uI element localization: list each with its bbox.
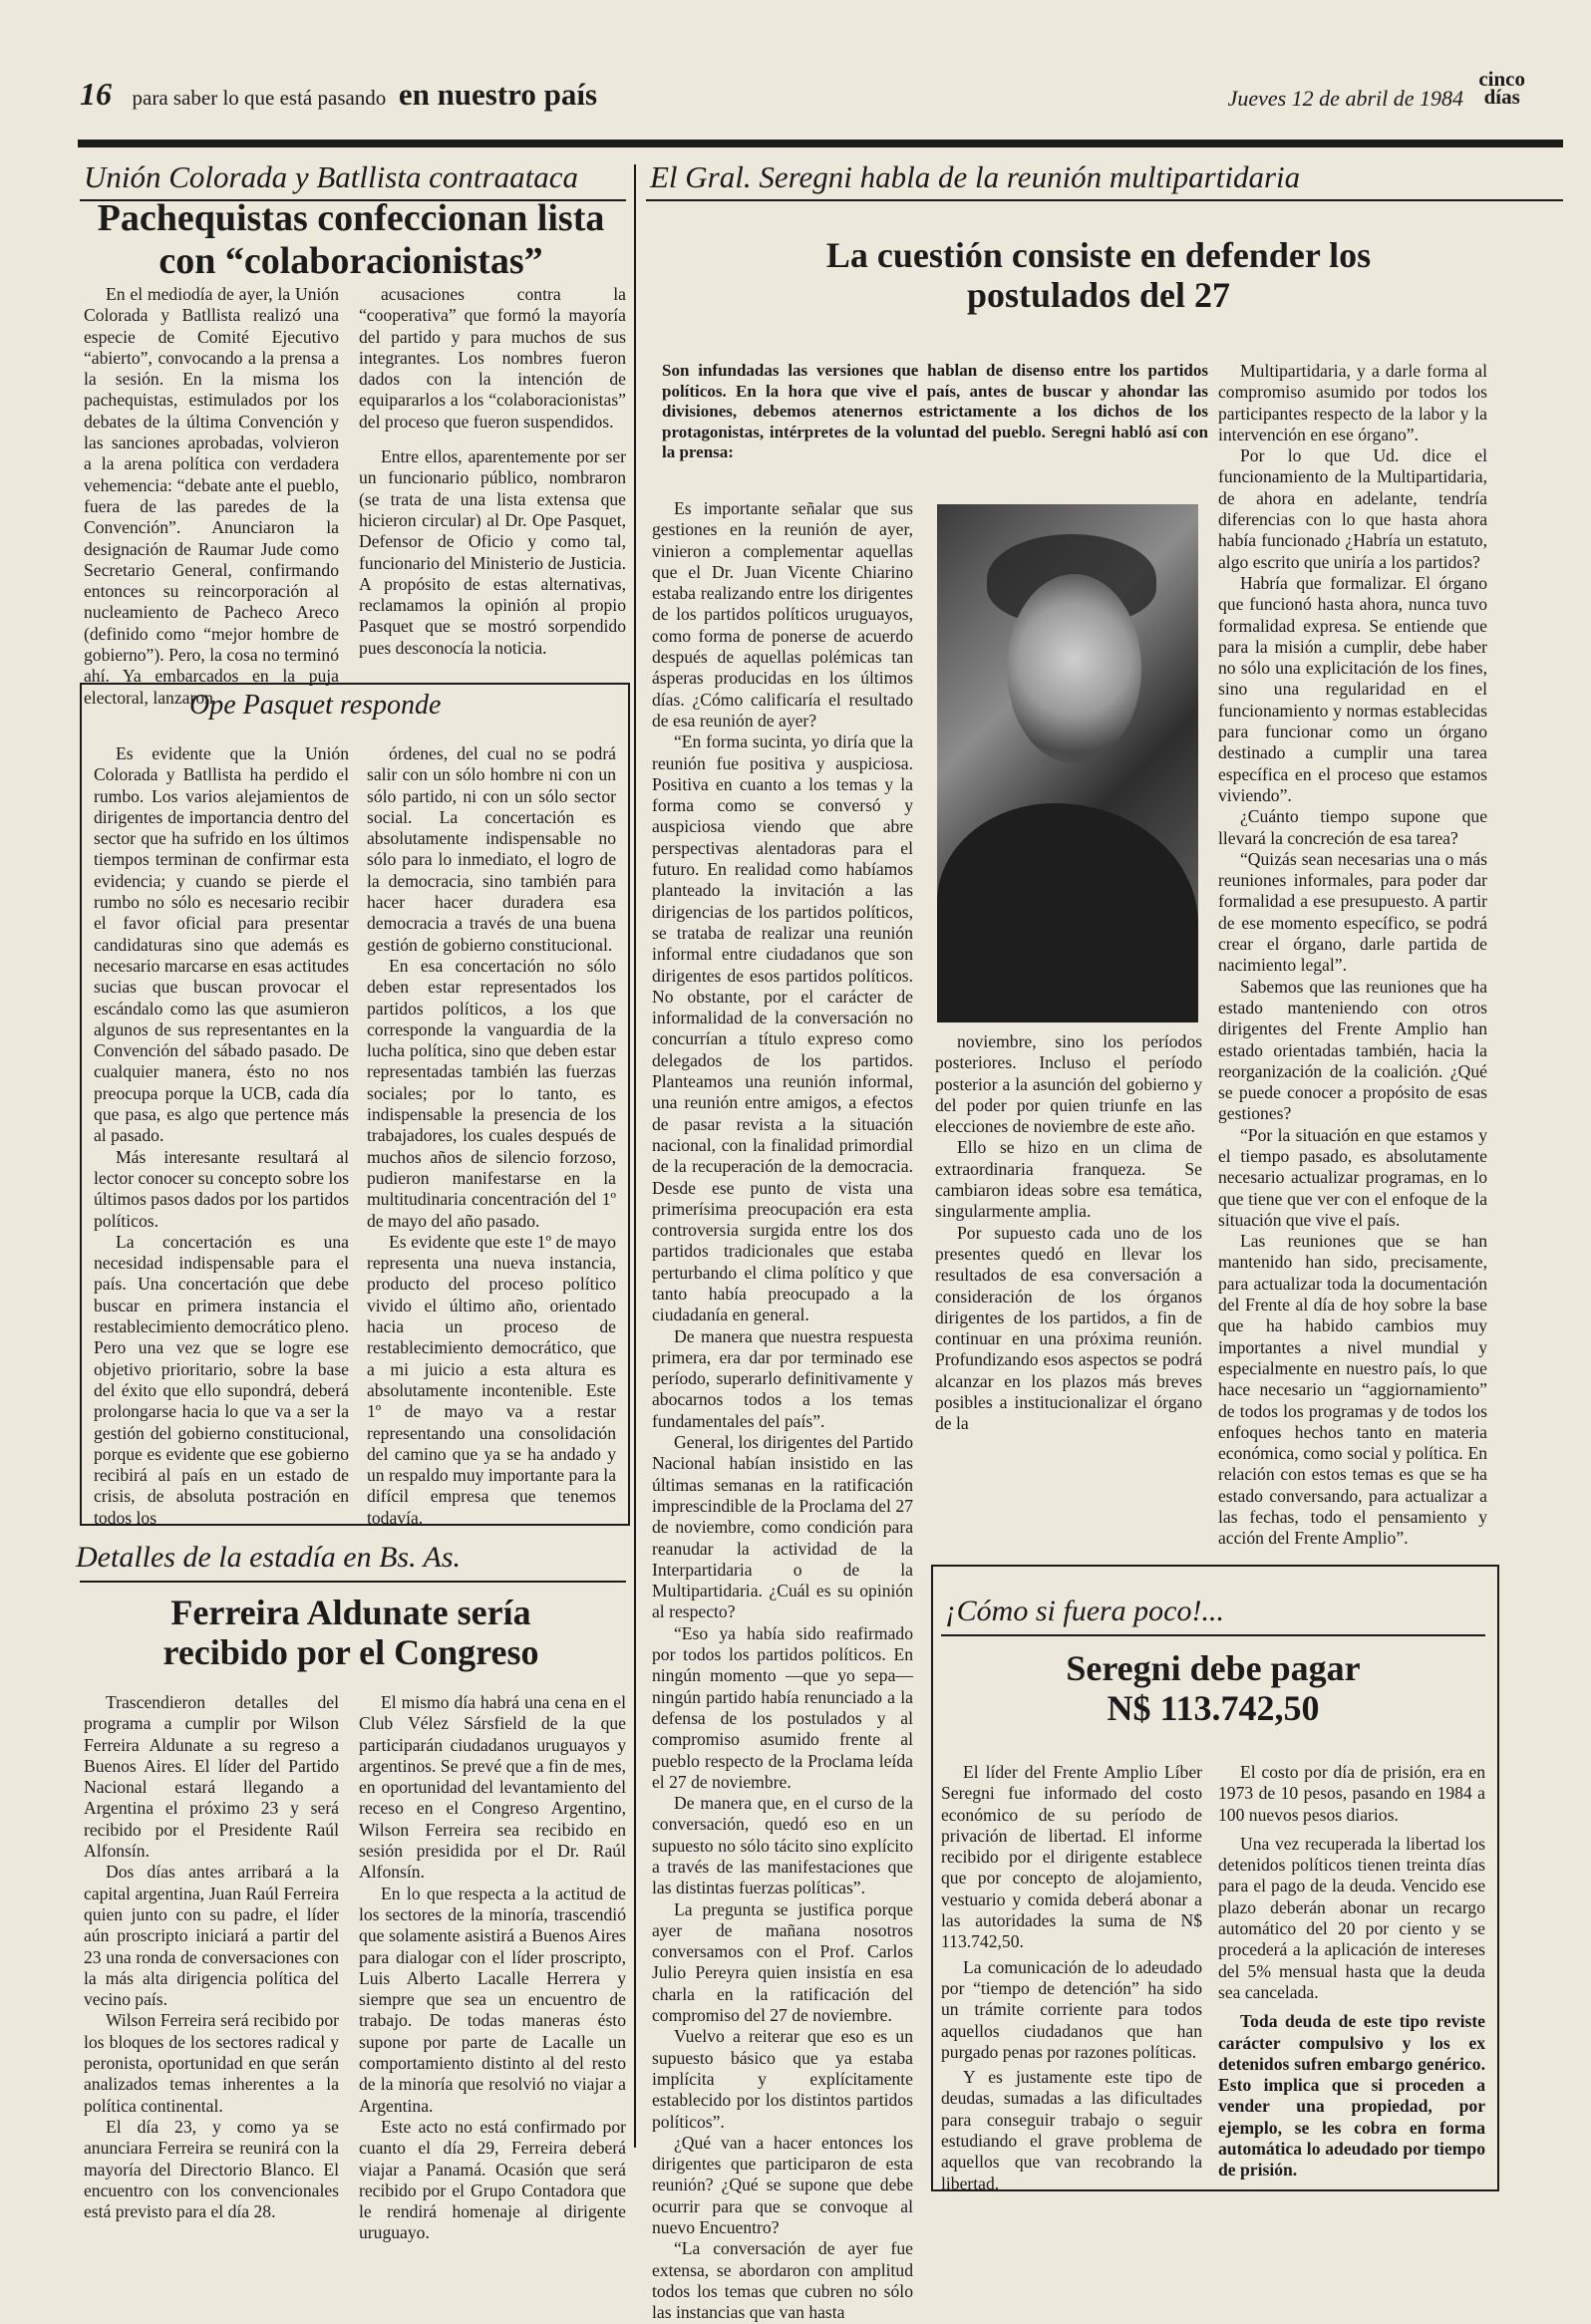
kicker-rule bbox=[80, 1581, 626, 1583]
article-column bbox=[94, 743, 349, 1528]
headline-line: La cuestión consiste en defender los bbox=[825, 235, 1372, 275]
headline-line: Ferreira Aldunate sería bbox=[170, 1593, 531, 1632]
paragraph: órdenes, del cual no se podrá salir con un sólo hombre ni con un sólo partido, ni con un sólo sector social. La concertación es absolutamente indispensable no sólo para lo inmediato, el logro de la democracia, sino también para hacer hacer duradera esa democracia a través de una buena gestión de gobierno constitucional. bbox=[367, 743, 616, 955]
headline-line: Seregni debe pagar bbox=[1066, 1648, 1361, 1688]
article-column bbox=[367, 743, 616, 1528]
header-tagline: para saber lo que está pasando bbox=[132, 86, 387, 110]
paragraph: Vuelvo a reiterar que eso es un supuesto básico que ya estaba implícita y explícitamente establecido por los distintos partidos políticos”. bbox=[652, 2026, 913, 2132]
paragraph: En el mediodía de ayer, la Unión Colorada y Batllista realizó una especie de Comité Ejecutivo “abierto”, convocando a la prensa a la sesión. En la misma los pachequistas, estimulados por los debates de la última Convención y las sanciones aprobadas, volvieron a la arena política con verdadera vehemencia: “debate ante el pueblo, fuera de las paredes de la Convención”. Anunciaron la designación de Raumar Jude como Secretario General, confirmando entonces su reincorporación al nucleamiento de Pacheco Areco (definido como “mejor hombre de gobierno”). Pero, la cosa no terminó ahí. Ya embarcados en la puja electoral, lanzaron bbox=[84, 284, 339, 708]
column-divider bbox=[634, 164, 636, 2148]
section-name: en nuestro país bbox=[398, 77, 598, 112]
paragraph: Este acto no está confirmado por cuanto el día 29, Ferreira deberá viajar a Panamá. Ocasión que será recibido por el Grupo Contadora que le rendirá homenaje al dirigente uruguayo. bbox=[359, 2116, 626, 2243]
header-rule bbox=[78, 140, 1563, 147]
article-column bbox=[652, 498, 913, 2323]
paragraph: En esa concertación no sólo deben estar representados los partidos políticos, a los que corresponde la vanguardia de la lucha política, sino que deben estar representadas también las fuerzas sociales; por lo tanto, es indispensable la presencia de los trabajadores, los cuales después de muchos años de silencio forzoso, pudieron manifestarse en la multitudinaria concentración del 1º de mayo del año pasado. bbox=[367, 955, 616, 1231]
logo-top-word: cinco bbox=[1478, 67, 1525, 91]
paragraph: ¿Cuánto tiempo supone que llevará la concreción de esa tarea? bbox=[1218, 806, 1487, 848]
paragraph: La concertación es una necesidad indispensable para el país. Una concertación que debe buscar en primera instancia el restablecimiento democrático pleno. Pero una vez que se logre ese objetivo prioritario, sobre la base del éxito que ello supondrá, deberá prolongarse hacia lo que va a ser la gestión del gobierno constitucional, porque es evidente que ese gobierno recibirá al país en un estado de crisis, de absoluta postración en todos los bbox=[94, 1231, 349, 1528]
newspaper-logo bbox=[1478, 67, 1525, 109]
box-title: Ope Pasquet responde bbox=[189, 690, 442, 721]
box-headline bbox=[941, 1648, 1485, 1729]
article-column bbox=[84, 1692, 339, 2222]
paragraph: Es evidente que la Unión Colorada y Batllista ha perdido el rumbo. Los varios alejamientos de dirigentes de importancia dentro del sector que ha sufrido en los últimos tiempos terminan de confirmar esta evidencia; y cuando se pierde el rumbo no sólo es necesario recibir el favor oficial para presentar candidaturas sino que además es necesario marcarse en esas actitudes sucias que buscan provocar el escándalo como las que asumieron algunos de sus representantes en la Convención del sábado pasado. De cualquier manera, ésto no nos preocupa porque la UCB, cada día que pasa, es algo que pertence más al pasado. bbox=[94, 743, 349, 1146]
paragraph: La pregunta se justifica porque ayer de mañana nosotros conversamos con el Prof. Carlos Julio Pereyra quien insistía en esa charla en la ratificación del compromiso del 27 de noviembre. bbox=[652, 1898, 913, 2026]
paragraph: El costo por día de prisión, era en 1973 de 10 pesos, pasando en 1984 a 100 nuevos pesos diarios. bbox=[1218, 1762, 1485, 1825]
paragraph: ¿Qué van a hacer entonces los dirigentes que participaron de esta reunión? ¿Qué se supone que debe ocurrir para que se convoque al nuevo Encuentro? bbox=[652, 2132, 913, 2238]
paragraph: De manera que, en el curso de la conversación, quedó eso en un supuesto no sólo tácito sino explícito a través de las manifestaciones que las distintas fuerzas políticas”. bbox=[652, 1793, 913, 1898]
article-kicker: Detalles de la estadía en Bs. As. bbox=[76, 1541, 462, 1574]
paragraph: Por lo que Ud. dice el funcionamiento de la Multipartidaria, de ahora en adelante, tendría diferencias con lo que hasta ahora había funcionado ¿Habría un estatuto, algo escrito que uniría a los partidos? bbox=[1218, 445, 1487, 572]
article-column bbox=[935, 1031, 1202, 1434]
kicker-rule bbox=[941, 1634, 1485, 1636]
paragraph: Las reuniones que se han mantenido han sido, precisamente, para actualizar toda la documentación del Frente al día de hoy sobre la base que ha habido cambios muy importantes a nivel mundial y especialmente en nuestro país, lo que hace necesario un “aggiornamiento” de todos los programas y de todos los enfoques hechos tanto en materia económica, como social y política. En relación con estos temas es que se ha estado conversando, para actualizar a las fechas, todo el pensamiento y acción del Frente Amplio”. bbox=[1218, 1231, 1487, 1549]
article-headline bbox=[76, 1593, 626, 1673]
headline-line: con “colaboracionistas” bbox=[159, 239, 543, 282]
article-kicker: El Gral. Seregni habla de la reunión multipartidaria bbox=[650, 159, 1301, 194]
paragraph: De manera que nuestra respuesta primera, era dar por terminado ese período, superarlo definitivamente y abocarnos todos a los temas fundamentales del país”. bbox=[652, 1325, 913, 1431]
paragraph: “Quizás sean necesarias una o más reuniones informales, para poder dar formalidad a ese presupuesto. A partir de ese momento específico, se podrá crear el órgano, darle partida de nacimiento legal”. bbox=[1218, 848, 1487, 976]
paragraph: Dos días antes arribará a la capital argentina, Juan Raúl Ferreira quien junto con su padre, el líder aún proscripto iniciará a partir del 23 una ronda de conversaciones con la más alta dirigencia política del vecino país. bbox=[84, 1862, 339, 2010]
article-column bbox=[941, 1762, 1202, 2193]
paragraph: Entre ellos, aparentemente por ser un funcionario público, nombraron (se trata de una lista extensa que hicieron circular) al Dr. Ope Pasquet, Defensor de Oficio y como tal, funcionario del Ministerio de Justicia. A propósito de estas alternativas, reclamamos la opinión al propio Pasquet que se mostró sorpendido pues desconocía la noticia. bbox=[359, 446, 626, 658]
paragraph: “Por la situación en que estamos y el tiempo pasado, es absolutamente necesario actualizar programas, en lo que tiene que ver con el enfoque de la situación que vive el país. bbox=[1218, 1124, 1487, 1230]
paragraph: Una vez recuperada la libertad los detenidos políticos tienen treinta días para el pago de la deuda. Vencido ese plazo deberán abonar un recargo automático del 20 por ciento y se procederá a la aplicación de intereses del 5% mensual hasta que la deuda sea cancelada. bbox=[1218, 1833, 1485, 2002]
paragraph: El mismo día habrá una cena en el Club Vélez Sársfield de la que participarán ciudadanos uruguayos y argentinos. Se prevé que a fin de mes, en oportunidad del levantamiento del receso en el Congreso Argentino, Wilson Ferreira sea recibido en sesión presidida por el Dr. Raúl Alfonsín. bbox=[359, 1692, 626, 1883]
headline-line: postulados del 27 bbox=[966, 275, 1231, 316]
paragraph: General, los dirigentes del Partido Nacional habían insistido en las últimas semanas en la ratificación imprescindible de la Proclama del 27 de noviembre, como condición para reanudar la actividad de la Interpartidaria o de la Multipartidaria. ¿Cuál es su opinión al respecto? bbox=[652, 1432, 913, 1622]
article-headline bbox=[72, 197, 630, 282]
paragraph: acusaciones contra la “cooperativa” que formó la mayoría del partido y para muchos de sus integrantes. Los nombres fueron dados con la intención de equipararlos a los “colaboracionistas” del proceso que fueron suspendidos. bbox=[359, 284, 626, 432]
article-kicker: Unión Colorada y Batllista contraataca bbox=[84, 159, 578, 194]
paragraph: Multipartidaria, y a darle forma al compromiso asumido por todos los participantes respecto de la labor y la intervención en ese órgano”. bbox=[1218, 361, 1487, 444]
paragraph: “La conversación de ayer fue extensa, se abordaron con amplitud todos los temas que cubren no sólo las instancias que van hasta bbox=[652, 2238, 913, 2323]
paragraph: Por supuesto cada uno de los presentes quedó en llevar los resultados de esa conversación a consideración de los órganos dirigentes de los partidos, a fin de continuar en una próxima reunión. Profundizando esos aspectos se podrá alcanzar en los plazos más breves posibles a institucionalizar el órgano de la bbox=[935, 1222, 1202, 1434]
article-column bbox=[359, 284, 626, 671]
paragraph: Wilson Ferreira será recibido por los bloques de los sectores radical y peronista, oportunidad en que serán analizados temas inherentes a la política continental. bbox=[84, 2010, 339, 2116]
paragraph: noviembre, sino los períodos posteriores. Incluso el período posterior a la asunción del gobierno y del poder por quien triunfe en las elecciones de noviembre de este año. bbox=[935, 1031, 1202, 1137]
article-column bbox=[84, 284, 339, 708]
article-column bbox=[359, 1692, 626, 2243]
article-column bbox=[1218, 1762, 1485, 2180]
paragraph: En lo que respecta a la actitud de los sectores de la minoría, trascendió que solamente asistirá a Buenos Aires para dialogar con el líder proscripto, Luis Alberto Lacalle Herrera y siempre que sea un encuentro de trabajo. De todas maneras ésto supone por parte de Lacalle un comportamiento distinto al del resto de la minoría que resolvió no viajar a Argentina. bbox=[359, 1883, 626, 2116]
page-number: 16 bbox=[80, 76, 112, 112]
box-kicker: ¡Cómo si fuera poco!... bbox=[945, 1595, 1224, 1627]
headline-line: Pachequistas confeccionan lista bbox=[97, 197, 605, 239]
headline-line: N$ 113.742,50 bbox=[1107, 1688, 1320, 1729]
headline-line: recibido por el Congreso bbox=[162, 1632, 539, 1673]
kicker-rule bbox=[646, 199, 1563, 201]
article-lead: Son infundadas las versiones que hablan de disenso entre los partidos políticos. En la hora que vive el país, antes de buscar y ahondar las divisiones, debemos atenernos estrictamente a los dichos de los protagonistas, intérpretes de la voluntad del pueblo. Seregni habló así con la prensa: bbox=[662, 361, 1208, 462]
paragraph: Más interesante resultará al lector conocer su concepto sobre los últimos pasos dados por los partidos políticos. bbox=[94, 1146, 349, 1231]
paragraph: Sabemos que las reuniones que ha estado manteniendo con otros dirigentes del Frente Amplio han estado orientadas también, hacia la reorganización de la coalición. ¿Qué se puede conocer a propósito de esas gestiones? bbox=[1218, 976, 1487, 1124]
paragraph: La comunicación de lo adeudado por “tiempo de detención” ha sido un trámite corriente para todos aquellos ciudadanos que han purgado penas por razones políticas. bbox=[941, 1956, 1202, 2062]
paragraph: “En forma sucinta, yo diría que la reunión fue positiva y auspiciosa. Positiva en cuanto a los temas y la forma como se conversó y auspiciosa viendo que abre perspectivas alentadoras para el futuro. En realidad como habíamos planteado la invitación a las dirigencias de los partidos políticos, se trataba de realizar una reunión informal entre ciudadanos que son dirigentes de esos partidos políticos. No obstante, por el carácter de informalidad de la conversación no concurrían a título expreso como delegados de los partidos. Planteamos una reunión informal, una reunión entre amigos, a efectos de pasar revista a la situación nacional, con la finalidad primordial de la recuperación de la democracia. Desde ese punto de vista una primerísima preocupación era esta controversia surgida entre los dos partidos tradicionales que estaba perturbando el clima político y que tanto había preocupado a la ciudadanía en general. bbox=[652, 731, 913, 1325]
article-headline bbox=[650, 235, 1547, 316]
paragraph: Es importante señalar que sus gestiones en la reunión de ayer, vinieron a complementar aquellas que el Dr. Juan Vicente Chiarino estaba realizando entre los dirigentes de los partidos políticos uruguayos, como forma de ponerse de acuerdo después de aquellas polémicas tan ásperas producidas en los últimos días. ¿Cómo calificaría el resultado de esa reunión de ayer? bbox=[652, 498, 913, 730]
seregni-photo bbox=[937, 504, 1198, 1022]
paragraph: Y es justamente este tipo de deudas, sumadas a las dificultades para conseguir trabajo o seguir estudiando el grave problema de aquellos que van recobrando la libertad. bbox=[941, 2067, 1202, 2193]
article-column bbox=[1218, 361, 1487, 1549]
paragraph: Toda deuda de este tipo reviste carácter compulsivo y los ex detenidos sufren embargo genérico. Esto implica que si proceden a vender una propiedad, por ejemplo, se les cobra en forma automática lo adeudado por tiempo de prisión. bbox=[1218, 2011, 1485, 2180]
paragraph: Habría que formalizar. El órgano que funcionó hasta ahora, nunca tuvo formalidad expresa. Se entiende que para la misión a cumplir, debe haber no sólo una explicitación de los fines, sino una regularidad en el funcionamiento y normas establecidas para funcionar como un órgano destinado a cumplir una tarea específica en el proceso que estamos viviendo”. bbox=[1218, 572, 1487, 805]
paragraph: Trascendieron detalles del programa a cumplir por Wilson Ferreira Aldunate a su regreso a Buenos Aires. El líder del Partido Nacional estará llegando a Argentina el próximo 23 y será recibido por el Presidente Raúl Alfonsín. bbox=[84, 1692, 339, 1862]
page-header bbox=[80, 76, 597, 113]
paragraph: El líder del Frente Amplio Líber Seregni fue informado del costo económico de su período de privación de libertad. El informe recibido por el dirigente establece que por concepto de alojamiento, vestuario y comida deberá abonar a las autoridades la suma de N$ 113.742,50. bbox=[941, 1762, 1202, 1952]
paragraph: Es evidente que este 1º de mayo representa una nueva instancia, producto del proceso político vivido el último año, orientado hacia un proceso de restablecimiento democrático, que a mi juicio a esta altura es absolutamente incontenible. Este 1º de mayo va a restar representando una consolidación del camino que ya se ha andado y un respaldo muy importante para la difícil empresa que tenemos todavía. bbox=[367, 1231, 616, 1528]
paragraph: Ello se hizo en un clima de extraordinaria franqueza. Se cambiaron ideas sobre esa temática, singularmente amplia. bbox=[935, 1137, 1202, 1222]
issue-date: Jueves 12 de abril de 1984 bbox=[1227, 86, 1463, 111]
paragraph: “Eso ya había sido reafirmado por todos los partidos políticos. En ningún momento —que yo sepa— ningún partido había renunciado a la defensa de los postulados y al compromiso asumido frente al pueblo respecto de la Proclama leída el 27 de noviembre. bbox=[652, 1622, 913, 1792]
paragraph: El día 23, y como ya se anunciara Ferreira se reunirá con la mayoría del Directorio Blanco. El encuentro con los convencionales está previsto para el día 28. bbox=[84, 2116, 339, 2222]
logo-bottom-word: días bbox=[1483, 85, 1520, 109]
